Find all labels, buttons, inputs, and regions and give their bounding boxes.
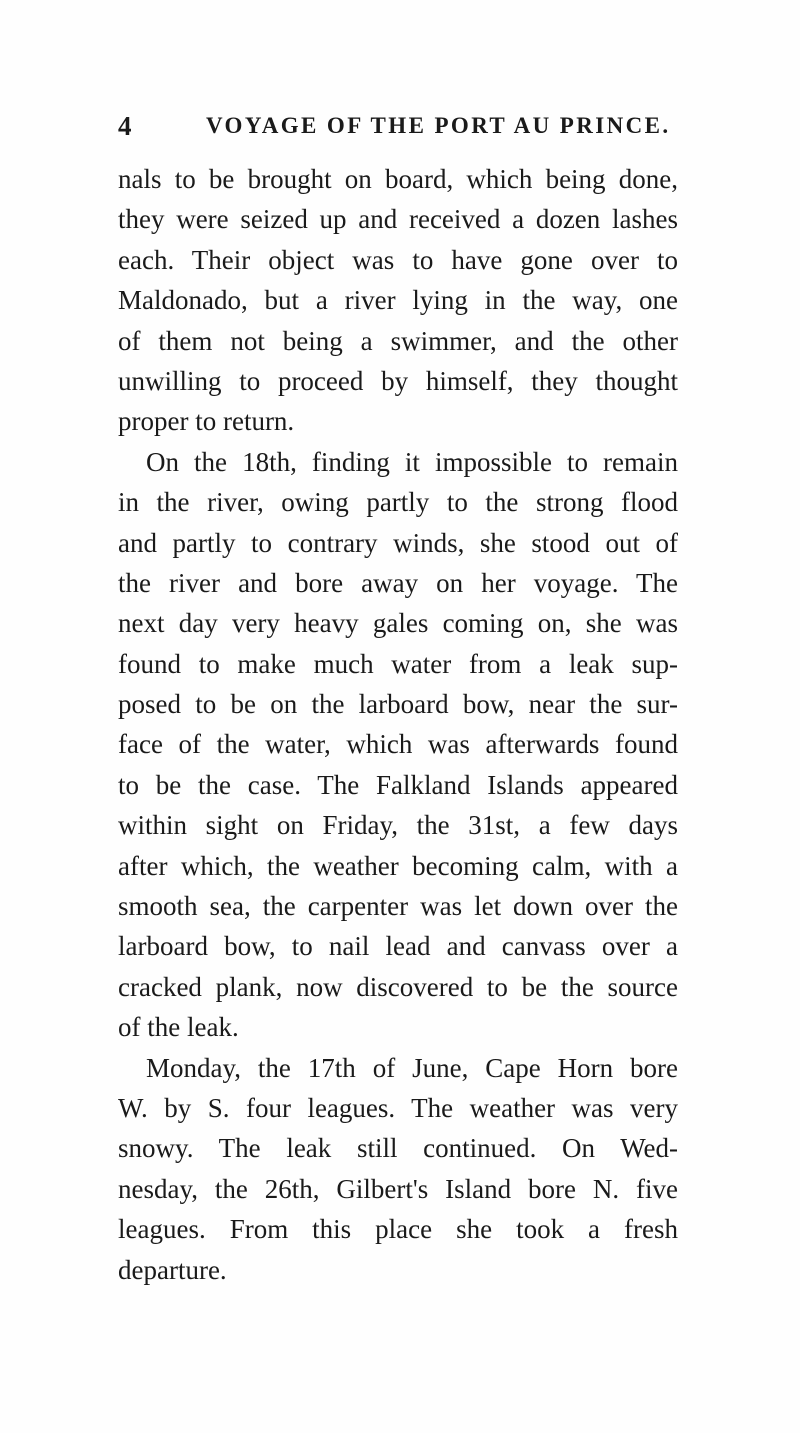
text-line: posed to be on the larboard bow, near the sur- — [118, 689, 678, 720]
text-line: leagues. From this place she took a fresh — [118, 1214, 678, 1245]
text-line: unwilling to proceed by himself, they thought — [118, 365, 678, 396]
text-line: Monday, the 17th of June, Cape Horn bore — [146, 1052, 678, 1083]
text-line: face of the water, which was afterwards found — [118, 729, 678, 760]
text-line: nesday, the 26th, Gilbert's Island bore N. five — [118, 1173, 678, 1204]
text-line: the river and bore away on her voyage. The — [118, 567, 678, 598]
text-line: in the river, owing partly to the strong flood — [118, 487, 678, 518]
text-line: Maldonado, but a river lying in the way, one — [118, 285, 678, 316]
text-line: of them not being a swimmer, and the other — [118, 325, 678, 356]
text-line: nals to be brought on board, which being done, — [118, 164, 678, 194]
text-line: after which, the weather becoming calm, with a — [118, 850, 678, 881]
text-line: next day very heavy gales coming on, she was — [118, 608, 678, 639]
body-text — [118, 159, 678, 1290]
text-line: larboard bow, to nail lead and canvass over a — [118, 931, 678, 962]
text-line: W. by S. four leagues. The weather was very — [118, 1092, 678, 1123]
text-line: they were seized up and received a dozen lashes — [118, 204, 678, 235]
page-header — [118, 106, 718, 146]
text-line: within sight on Friday, the 31st, a few days — [118, 810, 678, 841]
running-head: VOYAGE OF THE PORT AU PRINCE. — [206, 113, 671, 138]
text-line: to be the case. The Falkland Islands appeared — [118, 769, 678, 800]
text-line: of the leak. — [118, 1012, 239, 1043]
text-line: and partly to contrary winds, she stood out of — [118, 527, 678, 558]
text-line: found to make much water from a leak sup- — [118, 648, 678, 679]
text-line: smooth sea, the carpenter was let down over the — [118, 891, 678, 922]
text-line: snowy. The leak still continued. On Wed- — [118, 1133, 678, 1164]
text-line: cracked plank, now discovered to be the source — [118, 971, 678, 1002]
page-number: 4 — [118, 111, 132, 141]
text-line: On the 18th, finding it impossible to remain — [146, 446, 678, 477]
text-line: proper to return. — [118, 406, 295, 437]
text-line: departure. — [118, 1254, 227, 1285]
text-line: each. Their object was to have gone over to — [118, 244, 678, 275]
